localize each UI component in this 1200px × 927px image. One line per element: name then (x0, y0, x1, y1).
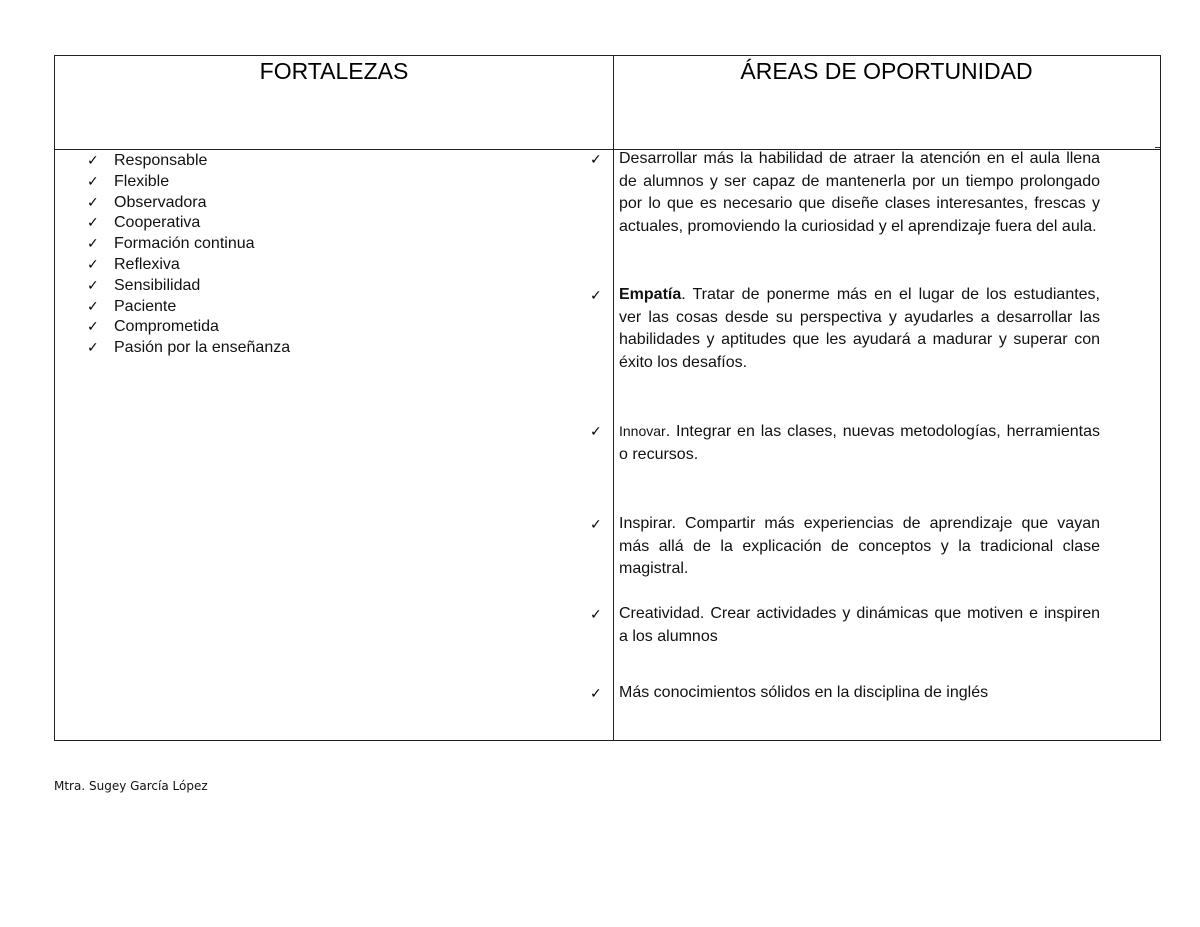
strengths-list (87, 151, 290, 359)
header-strengths: FORTALEZAS (259, 58, 409, 84)
list-item (590, 682, 1100, 706)
checkmark-icon: ✓ (87, 215, 99, 232)
strength-label: Reflexiva (114, 255, 180, 273)
opportunity-text: . Tratar de ponerme más en el lugar de los estudiantes, ver las cosas desde su perspectiva y ayudarles a desarrollar las habilidades y aptitudes que les ayudará a madurar y superar con éxito los desafíos. (619, 286, 1100, 371)
list-item (87, 234, 290, 255)
list-item (87, 255, 290, 276)
list-item (87, 317, 290, 338)
list-item (590, 603, 1100, 648)
checkmark-icon: ✓ (590, 288, 602, 304)
list-item (87, 276, 290, 297)
checkmark-icon: ✓ (590, 517, 602, 533)
strength-label: Observadora (114, 193, 207, 211)
strength-label: Formación continua (114, 235, 255, 253)
strength-label: Comprometida (114, 318, 219, 336)
opportunity-term: Innovar (619, 423, 666, 439)
list-item (87, 193, 290, 214)
checkmark-icon: ✓ (87, 173, 99, 190)
checkmark-icon: ✓ (590, 424, 602, 440)
checkmark-icon: ✓ (87, 256, 99, 273)
list-item (590, 148, 1100, 238)
opportunity-term: Empatía (619, 286, 682, 303)
opportunity-text: Inspirar. Compartir más experiencias de aprendizaje que vayan más allá de la explicación de conceptos y la tradicional clase magistral. (619, 515, 1100, 577)
checkmark-icon: ✓ (87, 298, 99, 315)
opportunity-text: Desarrollar más la habilidad de atraer la atención en el aula llena de alumnos y ser capaz de mantenerla por un tiempo prolongado por lo que es necesario que diseñe clases interesantes, frescas y actuales, promoviendo la curiosidad y el aprendizaje fuera del aula. (619, 150, 1100, 235)
list-item (87, 172, 290, 193)
cell-corner-mark (1155, 147, 1160, 148)
signature-line: Mtra. Sugey García López (54, 779, 208, 793)
checkmark-icon: ✓ (87, 277, 99, 294)
checkmark-icon: ✓ (87, 340, 99, 357)
opportunity-text: . Integrar en las clases, nuevas metodologías, herramientas o recursos. (619, 423, 1100, 463)
list-item (590, 513, 1100, 581)
opportunity-text: Creatividad. Crear actividades y dinámicas que motiven e inspiren a los alumnos (619, 605, 1100, 645)
strength-label: Cooperativa (114, 214, 201, 232)
strength-label: Pasión por la enseñanza (114, 339, 291, 357)
checkmark-icon: ✓ (590, 152, 602, 168)
strength-label: Sensibilidad (114, 276, 201, 294)
strength-label: Flexible (114, 172, 170, 190)
list-item (87, 338, 290, 359)
list-item (87, 297, 290, 318)
checkmark-icon: ✓ (590, 686, 602, 702)
checkmark-icon: ✓ (87, 194, 99, 211)
list-item (87, 213, 290, 234)
checkmark-icon: ✓ (87, 319, 99, 336)
checkmark-icon: ✓ (590, 607, 602, 623)
header-opportunities: ÁREAS DE OPORTUNIDAD (740, 58, 1033, 84)
list-item (87, 151, 290, 172)
strength-label: Responsable (114, 152, 208, 169)
checkmark-icon: ✓ (87, 236, 99, 253)
list-item (590, 284, 1100, 374)
checkmark-icon: ✓ (87, 153, 99, 169)
strength-label: Paciente (114, 297, 177, 315)
opportunity-text: Más conocimientos sólidos en la disciplina de inglés (619, 684, 989, 701)
list-item (590, 420, 1100, 466)
